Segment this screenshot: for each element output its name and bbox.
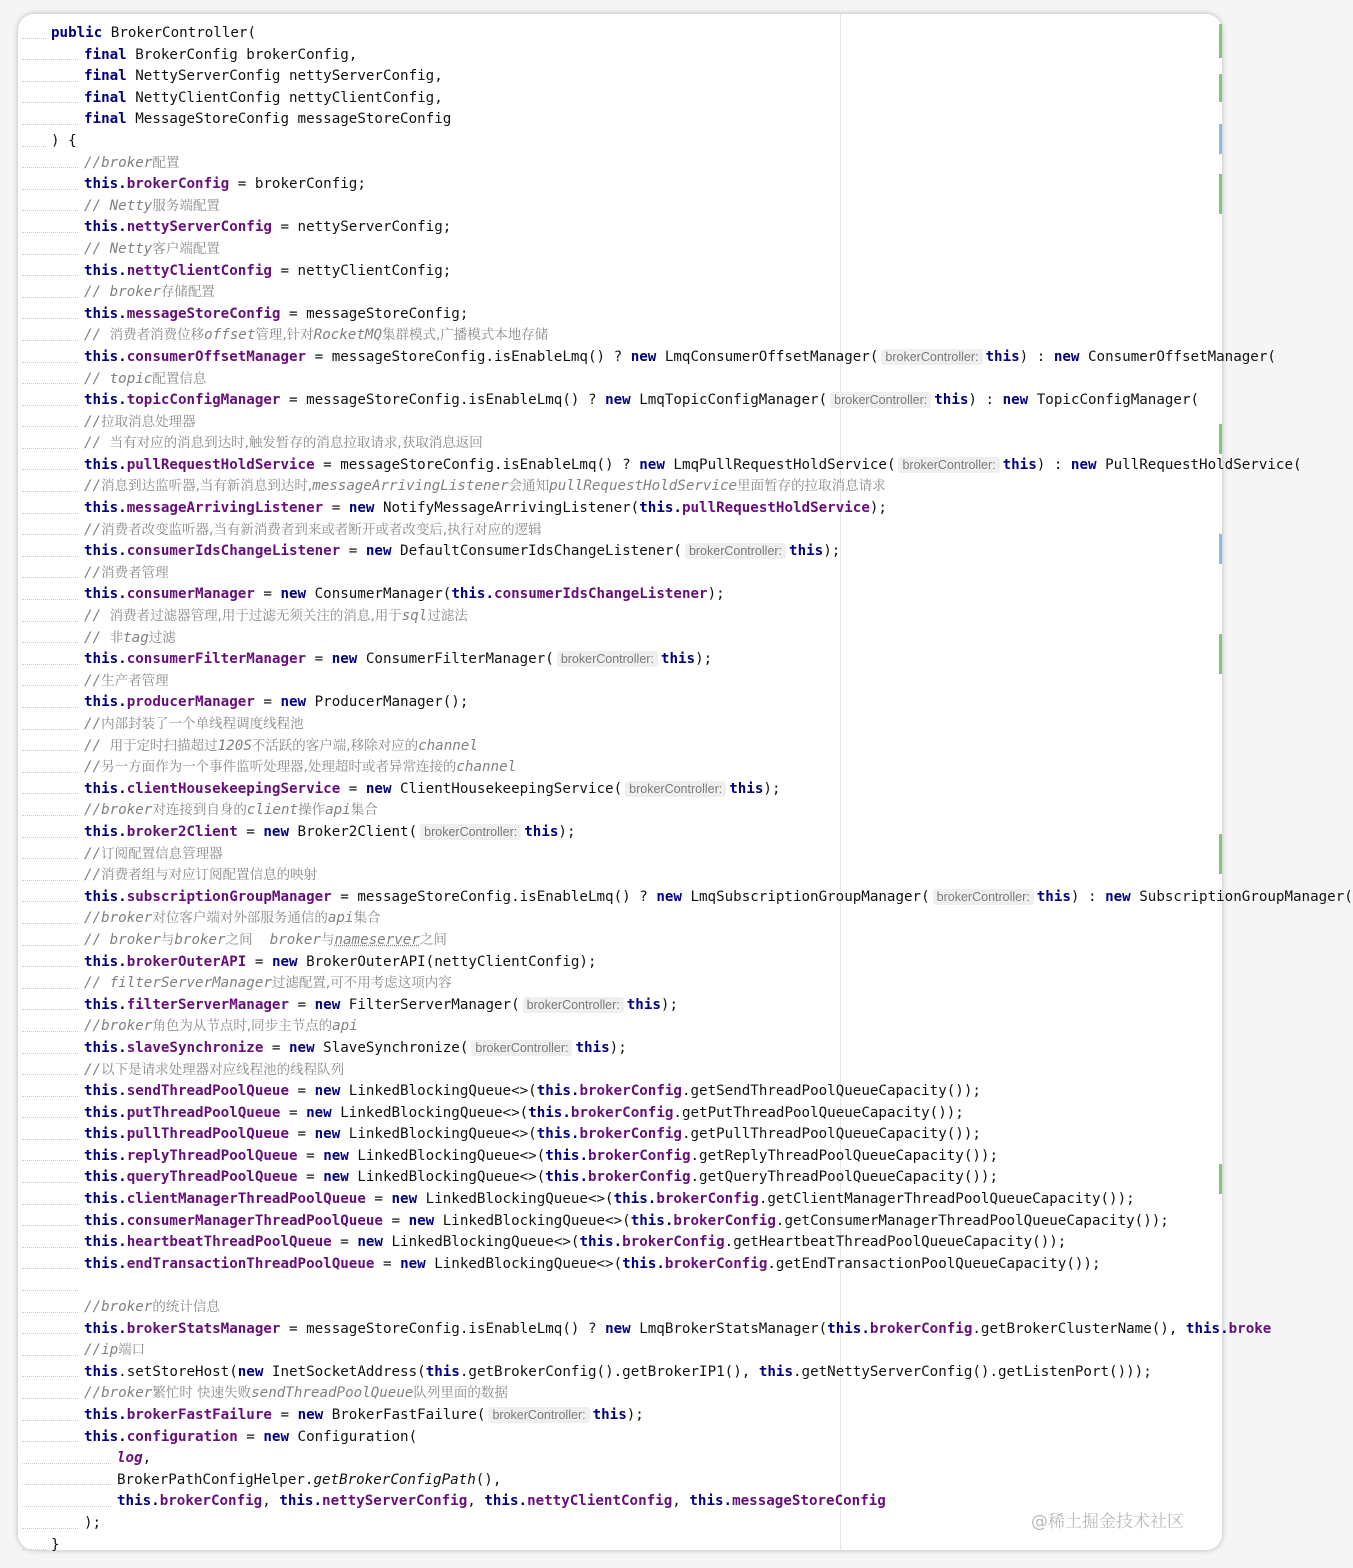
code-line: final MessageStoreConfig messageStoreConfig: [18, 109, 1222, 131]
comment-line: //broker对位客户端对外部服务通信的api集合: [18, 908, 1222, 930]
param-hint: brokerController:: [881, 349, 982, 365]
code-line: this.endTransactionThreadPoolQueue = new LinkedBlockingQueue<>(this.brokerConfig.getEndTransactionPoolQueueCapacity());: [18, 1254, 1222, 1276]
code-line: this.consumerManagerThreadPoolQueue = new LinkedBlockingQueue<>(this.brokerConfig.getConsumerManagerThreadPoolQueueCapacity());: [18, 1211, 1222, 1233]
comment-line: //消息到达监听器,当有新消息到达时,messageArrivingListener会通知pullRequestHoldService里面暂存的拉取消息请求: [18, 476, 1222, 498]
comment-line: // broker与broker之间 broker与nameserver之间: [18, 930, 1222, 952]
comment-line: // 用于定时扫描超过120S不活跃的客户端,移除对应的channel: [18, 736, 1222, 758]
param-hint: brokerController:: [830, 392, 931, 408]
param-hint: brokerController:: [420, 824, 521, 840]
code-line: this.messageArrivingListener = new NotifyMessageArrivingListener(this.pullRequestHoldService);: [18, 498, 1222, 520]
blank-line: [18, 1275, 1222, 1297]
code-area[interactable]: [18, 23, 1353, 1556]
code-line: this.consumerIdsChangeListener = new DefaultConsumerIdsChangeListener( brokerController: this);: [18, 541, 1222, 563]
comment-line: //ip端口: [18, 1340, 1222, 1362]
param-hint: brokerController:: [685, 543, 786, 559]
code-line: this.consumerManager = new ConsumerManager(this.consumerIdsChangeListener);: [18, 584, 1222, 606]
comment-line: // 非tag过滤: [18, 628, 1222, 650]
comment-line: //消费者改变监听器,当有新消费者到来或者断开或者改变后,执行对应的逻辑: [18, 520, 1222, 542]
code-line: this.consumerOffsetManager = messageStoreConfig.isEnableLmq() ? new LmqConsumerOffsetManager( brokerController: this) : new ConsumerOffsetManager(: [18, 347, 1222, 369]
code-line: this.brokerConfig = brokerConfig;: [18, 174, 1222, 196]
comment-line: //broker繁忙时 快速失败sendThreadPoolQueue队列里面的数据: [18, 1383, 1222, 1405]
code-line: this.subscriptionGroupManager = messageStoreConfig.isEnableLmq() ? new LmqSubscriptionGroupManager( brokerController: this) : new SubscriptionGroupManager(: [18, 887, 1222, 909]
param-hint: brokerController:: [625, 781, 726, 797]
comment-line: //订阅配置信息管理器: [18, 844, 1222, 866]
code-line: this.configuration = new Configuration(: [18, 1427, 1222, 1449]
code-line: this.heartbeatThreadPoolQueue = new LinkedBlockingQueue<>(this.brokerConfig.getHeartbeatThreadPoolQueueCapacity());: [18, 1232, 1222, 1254]
code-line: this.replyThreadPoolQueue = new LinkedBlockingQueue<>(this.brokerConfig.getReplyThreadPoolQueueCapacity());: [18, 1146, 1222, 1168]
watermark: @稀土掘金技术社区: [1031, 1512, 1184, 1532]
code-line: this.clientManagerThreadPoolQueue = new LinkedBlockingQueue<>(this.brokerConfig.getClientManagerThreadPoolQueueCapacity());: [18, 1189, 1222, 1211]
code-line: );: [18, 1513, 1222, 1535]
comment-line: // 消费者过滤器管理,用于过滤无须关注的消息,用于sql过滤法: [18, 606, 1222, 628]
code-line: this.topicConfigManager = messageStoreConfig.isEnableLmq() ? new LmqTopicConfigManager( brokerController: this) : new TopicConfigManager(: [18, 390, 1222, 412]
code-line: this.brokerFastFailure = new BrokerFastFailure( brokerController: this);: [18, 1405, 1222, 1427]
comment-line: //broker的统计信息: [18, 1297, 1222, 1319]
code-line: this.setStoreHost(new InetSocketAddress(this.getBrokerConfig().getBrokerIP1(), this.getNettyServerConfig().getListenPort()));: [18, 1362, 1222, 1384]
comment-line: // Netty客户端配置: [18, 239, 1222, 261]
code-line: BrokerPathConfigHelper.getBrokerConfigPath(),: [18, 1470, 1222, 1492]
code-line: this.clientHousekeepingService = new ClientHousekeepingService( brokerController: this);: [18, 779, 1222, 801]
code-line: this.producerManager = new ProducerManager();: [18, 692, 1222, 714]
param-hint: brokerController:: [557, 651, 658, 667]
code-editor: [18, 14, 1353, 1553]
code-line: this.brokerStatsManager = messageStoreConfig.isEnableLmq() ? new LmqBrokerStatsManager(this.brokerConfig.getBrokerClusterName(), this.broke: [18, 1319, 1222, 1341]
code-line: this.consumerFilterManager = new ConsumerFilterManager( brokerController: this);: [18, 649, 1222, 671]
comment-line: // filterServerManager过滤配置,可不用考虑这项内容: [18, 973, 1222, 995]
comment-line: //消费者组与对应订阅配置信息的映射: [18, 865, 1222, 887]
comment-line: //生产者管理: [18, 671, 1222, 693]
code-line: final NettyServerConfig nettyServerConfig,: [18, 66, 1222, 88]
code-line: this.nettyClientConfig = nettyClientConfig;: [18, 261, 1222, 283]
code-line: this.nettyServerConfig = nettyServerConfig;: [18, 217, 1222, 239]
code-line: this.pullThreadPoolQueue = new LinkedBlockingQueue<>(this.brokerConfig.getPullThreadPoolQueueCapacity());: [18, 1124, 1222, 1146]
code-line: this.slaveSynchronize = new SlaveSynchronize( brokerController: this);: [18, 1038, 1222, 1060]
comment-line: //消费者管理: [18, 563, 1222, 585]
code-line: final BrokerConfig brokerConfig,: [18, 45, 1222, 67]
comment-line: //broker角色为从节点时,同步主节点的api: [18, 1016, 1222, 1038]
comment-line: // Netty服务端配置: [18, 196, 1222, 218]
code-line: this.filterServerManager = new FilterServerManager( brokerController: this);: [18, 995, 1222, 1017]
comment-line: // 消费者消费位移offset管理,针对RocketMQ集群模式,广播模式本地存储: [18, 325, 1222, 347]
code-line: this.pullRequestHoldService = messageStoreConfig.isEnableLmq() ? new LmqPullRequestHoldService( brokerController: this) : new PullRequestHoldService(: [18, 455, 1222, 477]
code-line: }: [18, 1535, 1222, 1557]
code-line: this.sendThreadPoolQueue = new LinkedBlockingQueue<>(this.brokerConfig.getSendThreadPoolQueueCapacity());: [18, 1081, 1222, 1103]
comment-line: // topic配置信息: [18, 369, 1222, 391]
param-hint: brokerController:: [523, 997, 624, 1013]
comment-line: //broker配置: [18, 153, 1222, 175]
comment-line: // 当有对应的消息到达时,触发暂存的消息拉取请求,获取消息返回: [18, 433, 1222, 455]
code-line: public BrokerController(: [18, 23, 1222, 45]
code-line: this.brokerOuterAPI = new BrokerOuterAPI(nettyClientConfig);: [18, 952, 1222, 974]
code-line: this.broker2Client = new Broker2Client( brokerController: this);: [18, 822, 1222, 844]
comment-line: //另一方面作为一个事件监听处理器,处理超时或者异常连接的channel: [18, 757, 1222, 779]
code-line: this.messageStoreConfig = messageStoreConfig;: [18, 304, 1222, 326]
param-hint: brokerController:: [488, 1407, 589, 1423]
code-line: final NettyClientConfig nettyClientConfig,: [18, 88, 1222, 110]
param-hint: brokerController:: [933, 889, 1034, 905]
code-line: this.queryThreadPoolQueue = new LinkedBlockingQueue<>(this.brokerConfig.getQueryThreadPoolQueueCapacity());: [18, 1167, 1222, 1189]
code-line: ) {: [18, 131, 1222, 153]
comment-line: //以下是请求处理器对应线程池的线程队列: [18, 1060, 1222, 1082]
comment-line: //broker对连接到自身的client操作api集合: [18, 800, 1222, 822]
param-hint: brokerController:: [898, 457, 999, 473]
param-hint: brokerController:: [471, 1040, 572, 1056]
code-line: this.putThreadPoolQueue = new LinkedBlockingQueue<>(this.brokerConfig.getPutThreadPoolQueueCapacity());: [18, 1103, 1222, 1125]
comment-line: //内部封装了一个单线程调度线程池: [18, 714, 1222, 736]
code-line: this.brokerConfig, this.nettyServerConfig, this.nettyClientConfig, this.messageStoreConfig: [18, 1491, 1222, 1513]
comment-line: //拉取消息处理器: [18, 412, 1222, 434]
comment-line: // broker存储配置: [18, 282, 1222, 304]
code-line: log,: [18, 1448, 1222, 1470]
